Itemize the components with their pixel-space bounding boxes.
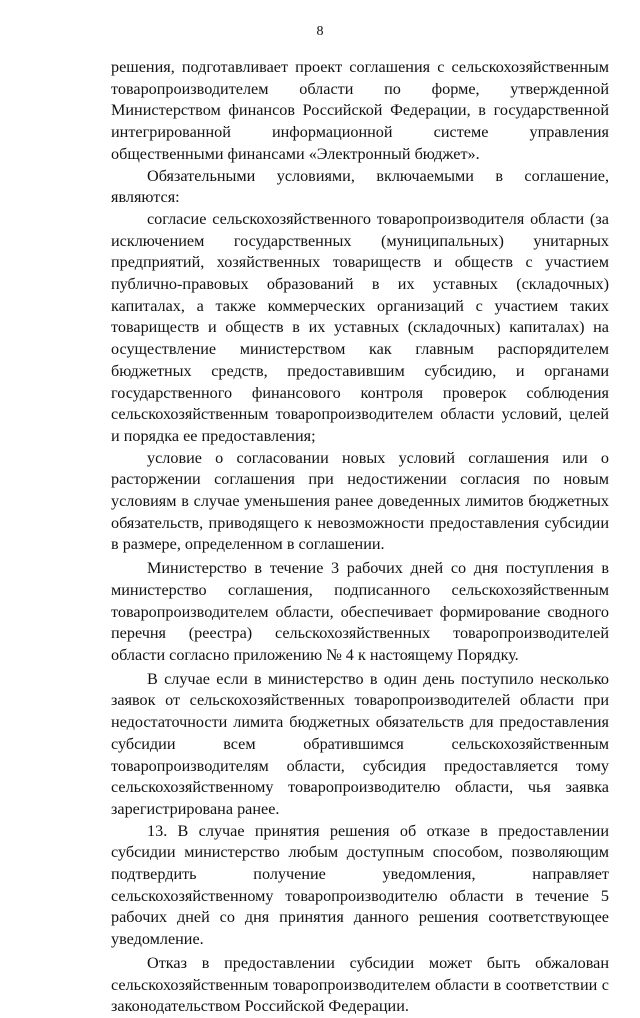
paragraph-mandatory-conditions: Обязательными условиями, включаемыми в соглашение, являются: (111, 166, 609, 207)
paragraph-agreement-preparation: решения, подготавливает проект соглашения с сельскохозяйственным товаропроизводителем области по форме, утвержденной Министерством финансов Российской Федерации, в государственной интегрированной информационной системе управления общественными финансами «Электронный бюджет». (111, 58, 609, 163)
paragraph-appeal: Отказ в предоставлении субсидии может быть обжалован сельскохозяйственным товаропроизводителем области в соответствии с законодательством Российской Федерации. (111, 953, 609, 1016)
paragraph-multiple-applications: В случае если в министерство в один день поступило несколько заявок от сельскохозяйственных товаропроизводителей области при недостаточности лимита бюджетных обязательств для предоставления субсидии всем обратившимся сельскохозяйственным товаропроизводителям области, субсидия предоставляется тому сельскохозяйственному товаропроизводителю области, чья заявка зарегистрирована ранее. (111, 669, 609, 818)
paragraph-renegotiation-condition: условие о согласовании новых условий соглашения или о расторжении соглашения при недостижении согласия по новым условиям в случае уменьшения ранее доведенных лимитов бюджетных обязательств, приводящего к невозможности предоставления субсидии в размере, определенном в соглашении. (111, 448, 609, 554)
page-number: 8 (316, 24, 324, 39)
document-body (111, 57, 609, 1018)
paragraph-consent-condition: согласие сельскохозяйственного товаропроизводителя области (за исключением государственных (муниципальных) унитарных предприятий, хозяйственных товариществ и обществ с участием публично-правовых образований в их уставных (складочных) капиталах, а также коммерческих организаций с участием таких товариществ и обществ в их уставных (складочных) капиталах) на осуществление министерством как главным распорядителем бюджетных средств, предоставившим субсидию, и органами государственного финансового контроля проверок соблюдения сельскохозяйственным товаропроизводителем области условий, целей и порядка ее предоставления; (111, 209, 609, 445)
paragraph-registry-formation: Министерство в течение 3 рабочих дней со дня поступления в министерство соглашения, подписанного сельскохозяйственным товаропроизводителем области, обеспечивает формирование сводного перечня (реестра) сельскохозяйственных товаропроизводителей области согласно приложению № 4 к настоящему Порядку. (111, 559, 609, 664)
paragraph-refusal-notice: 13. В случае принятия решения об отказе в предоставлении субсидии министерство любым доступным способом, позволяющим подтвердить получение уведомления, направляет сельскохозяйственному товаропроизводителю области в течение 5 рабочих дней со дня принятия данного решения соответствующее уведомление. (111, 821, 609, 949)
